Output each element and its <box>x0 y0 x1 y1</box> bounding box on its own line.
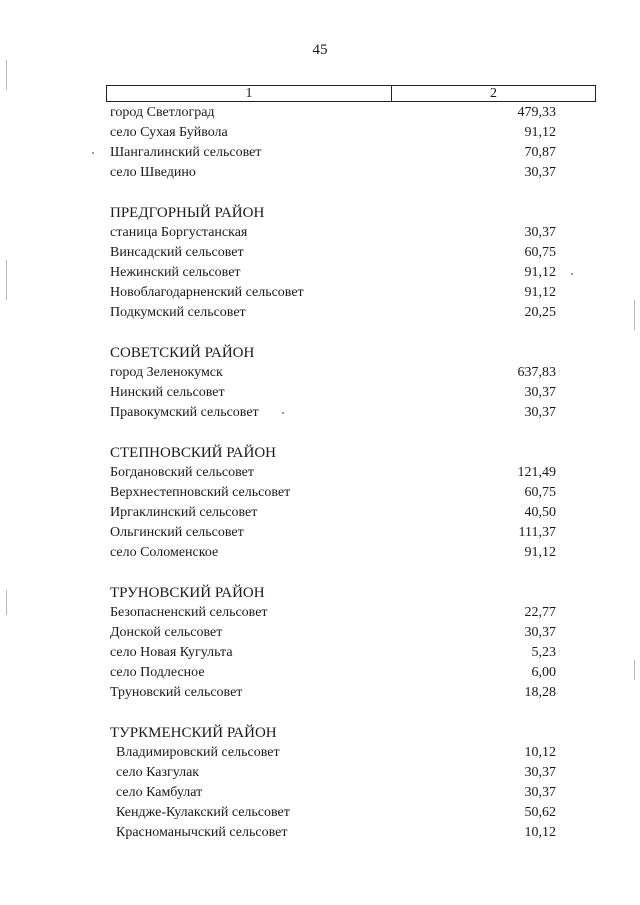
row-value: 479,33 <box>517 105 556 120</box>
row-name: Винсадский сельсовет <box>110 245 244 260</box>
section-predgorny <box>110 203 556 323</box>
table-row <box>110 823 556 843</box>
row-value: 30,37 <box>524 785 556 800</box>
table-row <box>110 463 556 483</box>
scan-margin-mark <box>6 60 7 90</box>
row-value: 30,37 <box>524 765 556 780</box>
section-trunovsky <box>110 583 556 703</box>
row-name: село Казгулак <box>116 765 200 780</box>
table-row <box>110 623 556 643</box>
row-value: 91,12 <box>524 545 556 560</box>
row-value: 30,37 <box>524 225 556 240</box>
table-row <box>110 163 556 183</box>
table-row <box>110 103 556 123</box>
row-name: Верхнестепновский сельсовет <box>110 485 291 500</box>
table-row <box>110 523 556 543</box>
row-name: село Камбулат <box>116 785 203 800</box>
row-name: Нинский сельсовет <box>110 385 225 400</box>
row-value: 18,28 <box>524 685 556 700</box>
table-row <box>110 783 556 803</box>
table-row <box>110 263 556 283</box>
scan-dot <box>92 152 94 154</box>
row-name: Богдановский сельсовет <box>110 465 254 480</box>
table-row <box>110 363 556 383</box>
top-rows <box>110 103 556 183</box>
row-name: Нежинский сельсовет <box>110 265 241 280</box>
row-name: Новоблагодарненский сельсовет <box>110 285 304 300</box>
row-value: 40,50 <box>524 505 556 520</box>
section-title: СОВЕТСКИЙ РАЙОН <box>110 345 255 361</box>
row-name: Шангалинский сельсовет <box>110 145 262 160</box>
table-row <box>110 663 556 683</box>
row-name: село Шведино <box>110 165 196 180</box>
row-value: 5,23 <box>531 645 556 660</box>
row-name: город Светлоград <box>110 105 215 120</box>
row-value: 6,00 <box>531 665 556 680</box>
table-row <box>110 283 556 303</box>
row-name: станица Боргустанская <box>110 225 248 240</box>
table-row <box>110 643 556 663</box>
table-row <box>110 383 556 403</box>
row-value: 30,37 <box>524 405 556 420</box>
row-value: 91,12 <box>524 125 556 140</box>
table-body <box>110 103 556 843</box>
row-value: 637,83 <box>517 365 556 380</box>
section-turkmensky <box>110 723 556 843</box>
row-name: Ольгинский сельсовет <box>110 525 244 540</box>
row-name: село Новая Кугульта <box>110 645 233 660</box>
table-row <box>110 743 556 763</box>
row-value: 91,12 <box>524 285 556 300</box>
table-row <box>110 803 556 823</box>
table-row <box>110 543 556 563</box>
row-name: село Соломенское <box>110 545 219 560</box>
section-sovetsky <box>110 343 556 423</box>
scan-margin-mark <box>6 260 7 300</box>
row-value: 50,62 <box>524 805 556 820</box>
table-row <box>110 603 556 623</box>
scan-margin-mark <box>6 590 7 615</box>
row-value: 22,77 <box>524 605 556 620</box>
section-title: ТУРКМЕНСКИЙ РАЙОН <box>110 725 277 741</box>
row-name: село Сухая Буйвола <box>110 125 228 140</box>
page-number: 45 <box>312 42 328 58</box>
section-title: ТРУНОВСКИЙ РАЙОН <box>110 585 265 601</box>
table-row <box>110 303 556 323</box>
row-value: 121,49 <box>517 465 556 480</box>
section-title: ПРЕДГОРНЫЙ РАЙОН <box>110 205 265 221</box>
row-value: 30,37 <box>524 165 556 180</box>
row-name: Кендже-Кулакский сельсовет <box>116 805 290 820</box>
row-value: 60,75 <box>524 245 556 260</box>
table-header-col-2: 2 <box>490 85 497 101</box>
scan-margin-mark <box>634 660 635 680</box>
row-name: Подкумский сельсовет <box>110 305 246 320</box>
section-title: СТЕПНОВСКИЙ РАЙОН <box>110 445 277 461</box>
table-header <box>106 85 596 102</box>
table-row <box>110 403 556 423</box>
table-header-col-1: 1 <box>107 86 392 101</box>
table-row <box>110 683 556 703</box>
row-value: 20,25 <box>524 305 556 320</box>
table-row <box>110 143 556 163</box>
row-name: Труновский сельсовет <box>110 685 243 700</box>
scan-dot <box>571 273 573 275</box>
table-row <box>110 763 556 783</box>
row-name: город Зеленокумск <box>110 365 223 380</box>
row-value: 60,75 <box>524 485 556 500</box>
row-name: Правокумский сельсовет <box>110 405 259 420</box>
row-value: 10,12 <box>524 745 556 760</box>
table-row <box>110 503 556 523</box>
row-name: село Подлесное <box>110 665 205 680</box>
table-row <box>110 123 556 143</box>
row-value: 30,37 <box>524 385 556 400</box>
row-name: Владимировский сельсовет <box>116 745 280 760</box>
section-stepnovsky <box>110 443 556 563</box>
table-row <box>110 243 556 263</box>
row-name: Безопасненский сельсовет <box>110 605 268 620</box>
row-value: 111,37 <box>518 525 556 540</box>
table-row <box>110 223 556 243</box>
row-value: 30,37 <box>524 625 556 640</box>
row-name: Иргаклинский сельсовет <box>110 505 258 520</box>
scan-margin-mark <box>634 300 635 330</box>
row-name: Донской сельсовет <box>110 625 223 640</box>
row-name: Красноманычский сельсовет <box>116 825 288 840</box>
table-row <box>110 483 556 503</box>
row-value: 10,12 <box>524 825 556 840</box>
row-value: 91,12 <box>524 265 556 280</box>
row-value: 70,87 <box>524 145 556 160</box>
